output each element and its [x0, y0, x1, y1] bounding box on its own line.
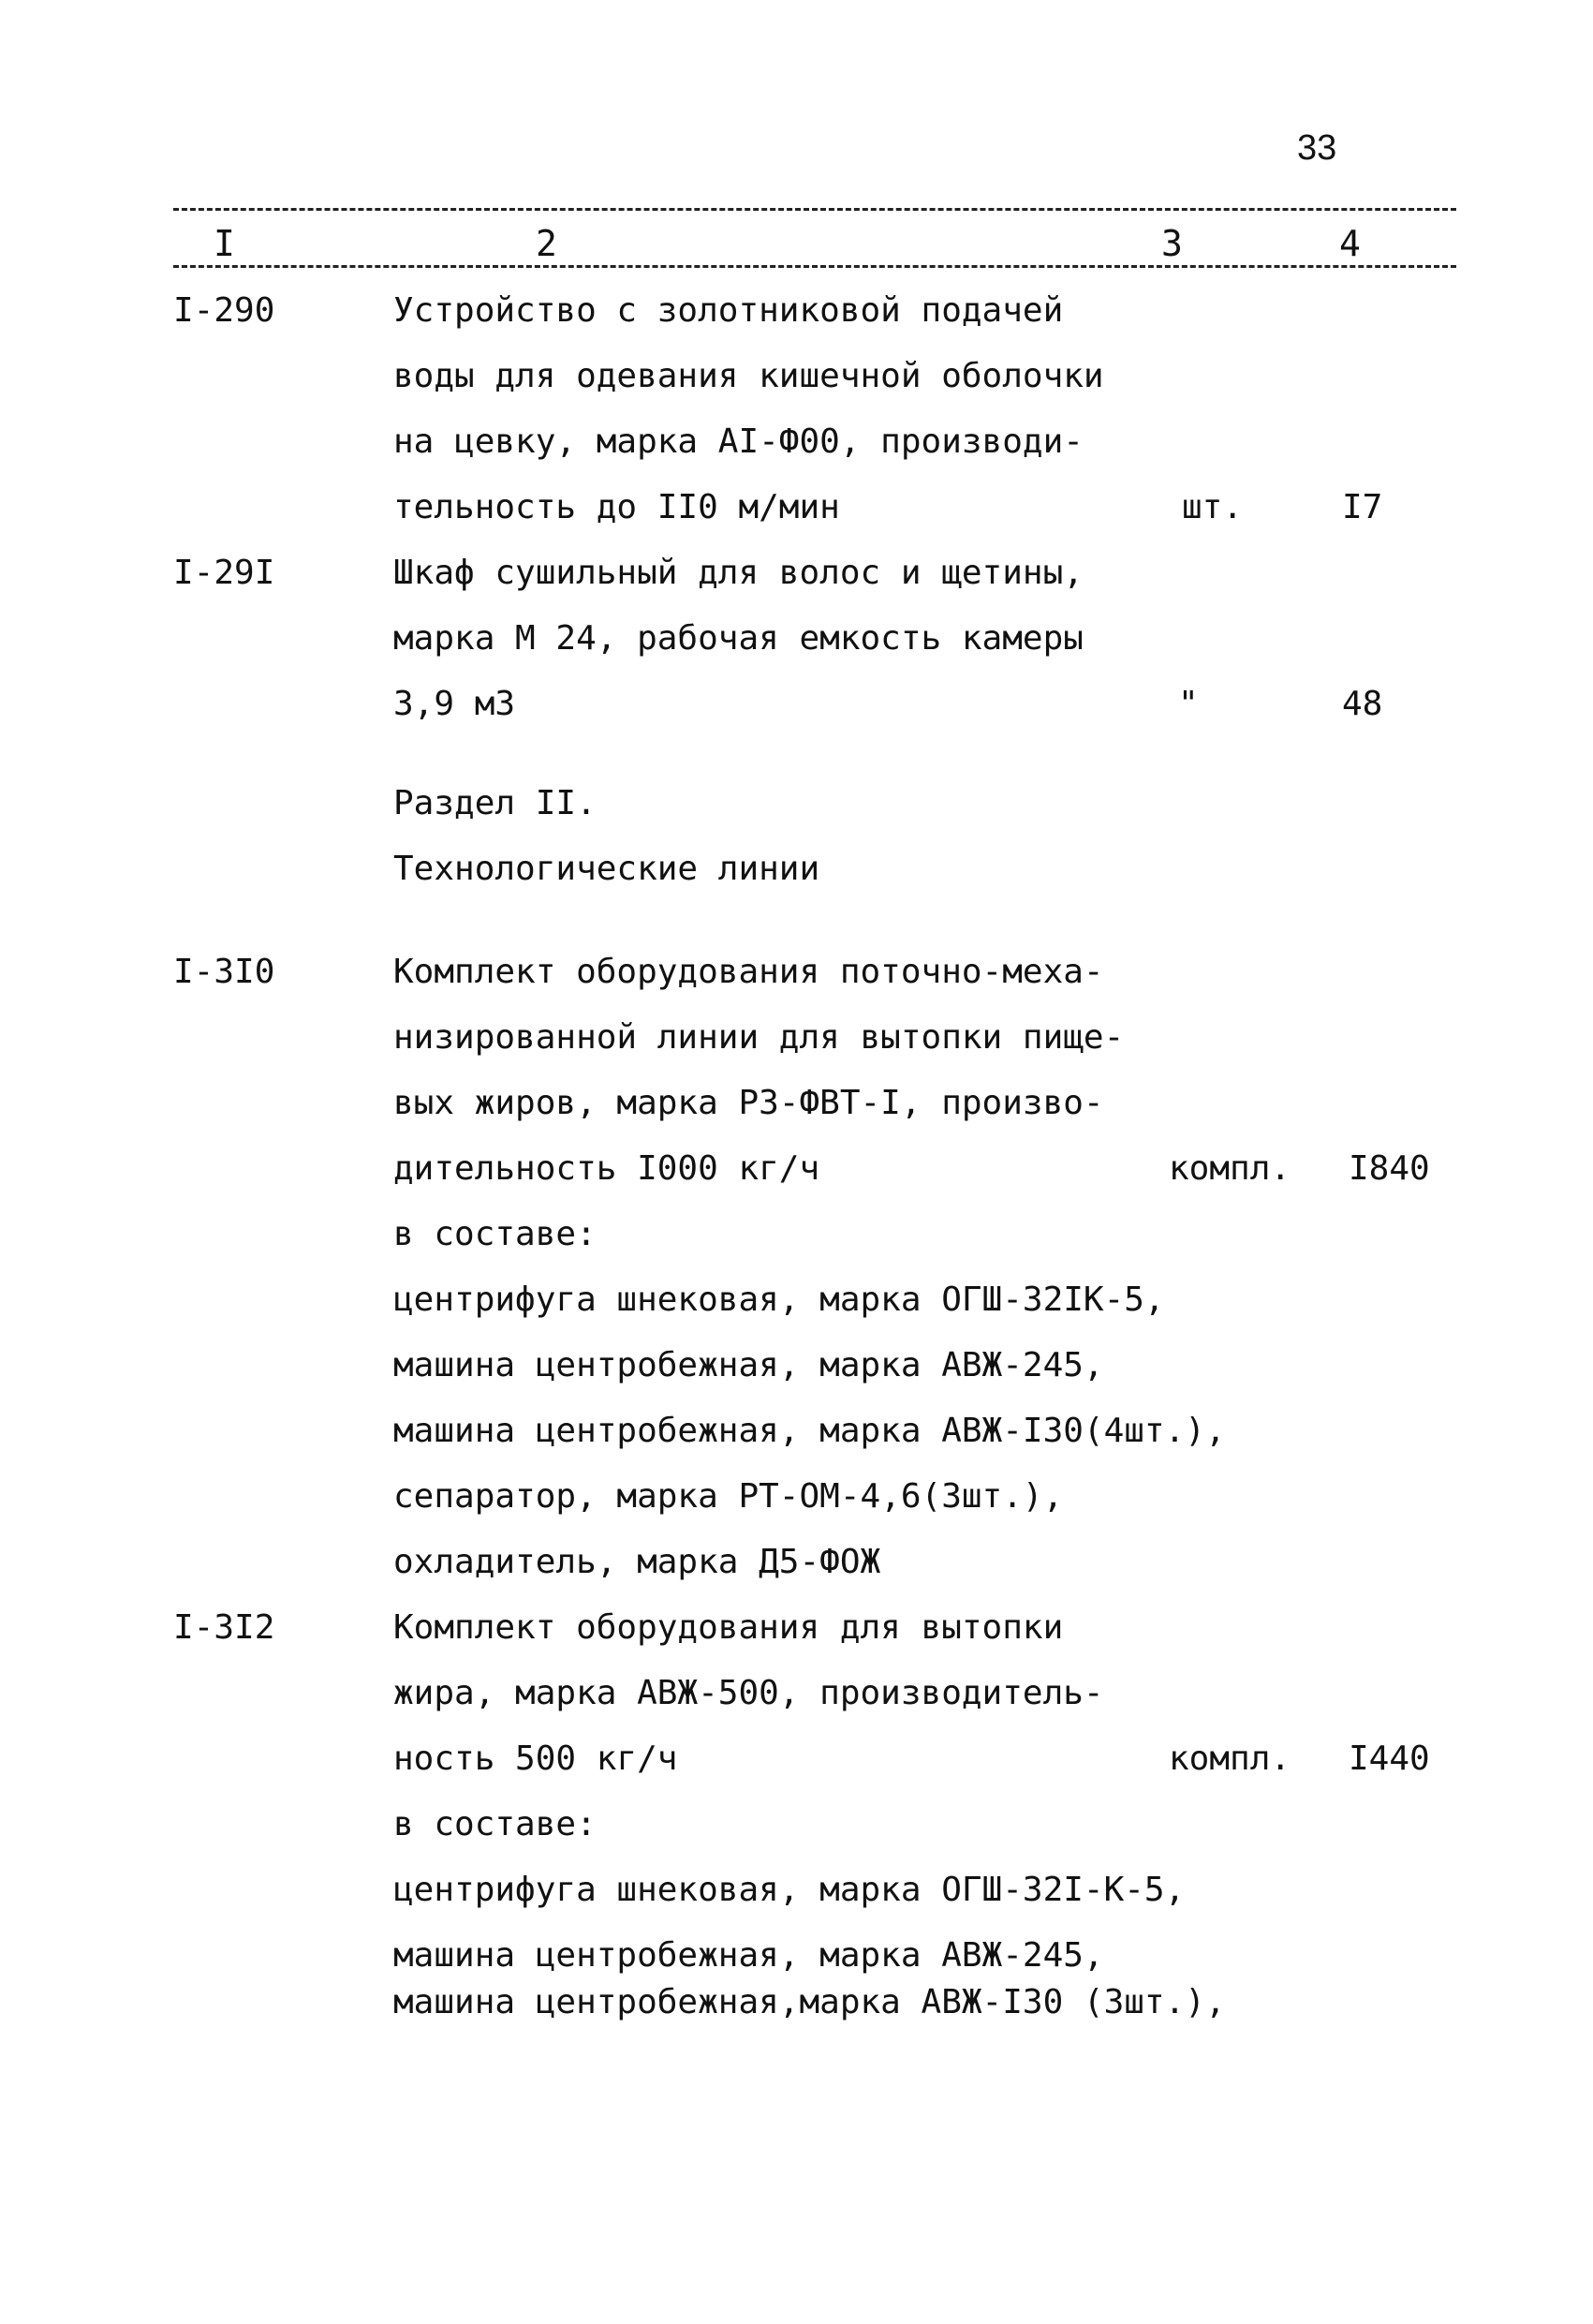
column-header-4: 4 [1339, 223, 1361, 264]
item-quantity: I840 [1349, 1149, 1430, 1188]
item-description-line: Комплект оборудования для вытопки [393, 1608, 1064, 1647]
composition-line: машина центробежная, марка АВЖ-245, [393, 1936, 1104, 1975]
header-bottom-rule [173, 265, 1456, 268]
item-description-line: на цевку, марка АI-Ф00, производи- [393, 422, 1084, 461]
item-description-line: ность 500 кг/ч [393, 1739, 678, 1778]
composition-line: сепаратор, марка РТ-ОМ-4,6(3шт.), [393, 1477, 1064, 1516]
composition-line: машина центробежная, марка АВЖ-I30(4шт.), [393, 1412, 1226, 1450]
section-title: Раздел II. [393, 784, 597, 822]
item-description-line: дительность I000 кг/ч [393, 1149, 820, 1188]
item-description-line: Устройство с золотниковой подачей [393, 291, 1064, 330]
item-quantity: 48 [1342, 685, 1383, 723]
item-code: I-29I [173, 554, 275, 592]
composition-line: центрифуга шнековая, марка ОГШ-32IК-5, [393, 1280, 1165, 1319]
item-code: I-3I0 [173, 953, 275, 991]
item-unit: компл. [1169, 1739, 1291, 1778]
composition-line: машина центробежная, марка АВЖ-245, [393, 1346, 1104, 1384]
composition-label: в составе: [393, 1805, 597, 1843]
item-description-line: воды для одевания кишечной оболочки [393, 357, 1104, 395]
item-description-line: вых жиров, марка РЗ-ФВТ-I, произво- [393, 1084, 1104, 1122]
item-description-line: тельность до II0 м/мин [393, 488, 840, 526]
item-description-line: 3,9 м3 [393, 685, 516, 723]
section-subtitle: Технологические линии [393, 850, 820, 888]
composition-line: машина центробежная,марка АВЖ-I30 (3шт.), [393, 1983, 1226, 2021]
item-description-line: Комплект оборудования поточно-меха- [393, 953, 1104, 991]
item-quantity: I440 [1349, 1739, 1430, 1778]
header-top-rule [173, 208, 1456, 211]
composition-line: центрифуга шнековая, марка ОГШ-32I-К-5, [393, 1871, 1186, 1909]
column-header-3: 3 [1161, 223, 1183, 264]
item-unit: шт. [1182, 488, 1244, 526]
item-description-line: низированной линии для вытопки пище- [393, 1018, 1125, 1057]
item-unit: компл. [1169, 1149, 1291, 1188]
item-description-line: Шкаф сушильный для волос и щетины, [393, 554, 1084, 592]
page-number: 33 [1297, 128, 1337, 168]
item-description-line: жира, марка АВЖ-500, производитель- [393, 1674, 1104, 1712]
item-code: I-290 [173, 291, 275, 330]
column-header-1: I [214, 223, 235, 264]
column-header-2: 2 [536, 223, 557, 264]
composition-line: охладитель, марка Д5-ФОЖ [393, 1543, 881, 1581]
item-code: I-3I2 [173, 1608, 275, 1647]
composition-label: в составе: [393, 1215, 597, 1253]
item-unit: " [1178, 685, 1199, 723]
item-quantity: I7 [1342, 488, 1383, 526]
item-description-line: марка М 24, рабочая емкость камеры [393, 619, 1084, 658]
